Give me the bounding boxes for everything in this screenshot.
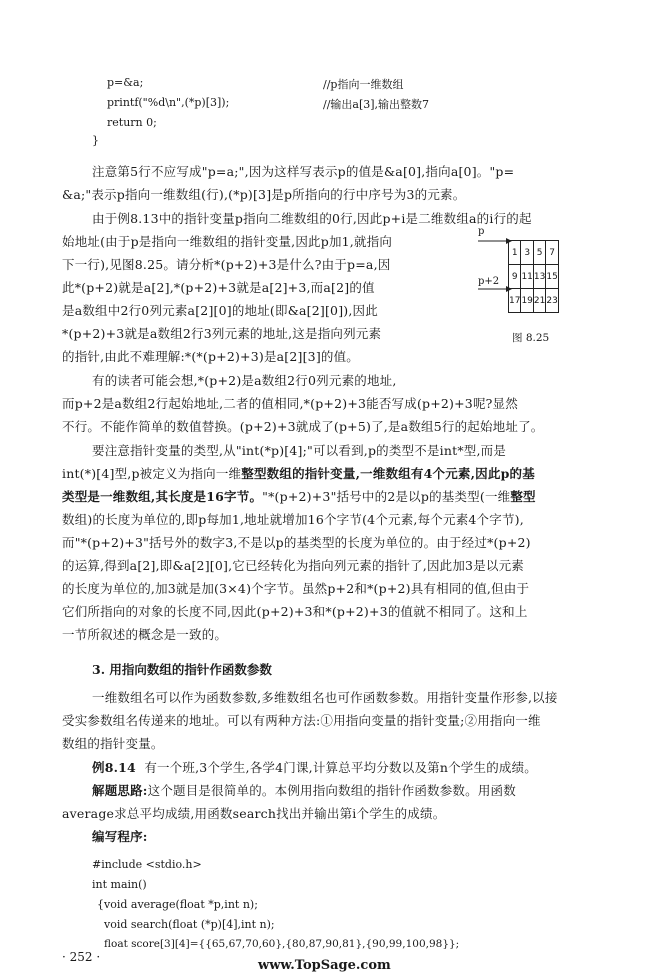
text-line: 的指针,由此不难理解:*(*(p+2)+3)是a[2][3]的值。: [62, 349, 360, 364]
code-line: p=&a;: [107, 76, 144, 89]
text-line: 有的读者可能会想,*(p+2)是a数组2行0列元素的地址,: [92, 373, 397, 388]
code-line: int main(): [92, 878, 147, 891]
text-line: &a;"表示p指向一维数组(行),(*p)[3]是p所指向的行中序号为3的元素。: [62, 187, 466, 202]
text-line: 下一行),见图8.25。请分析*(p+2)+3是什么?由于p=a,因: [62, 257, 391, 272]
text-line: int(*)[4]型,p被定义为指向一维整型数组的指针变量,一维数组有4个元素,因此p的基: [62, 466, 535, 481]
section-heading: 3. 用指向数组的指针作函数参数: [92, 662, 272, 677]
code-line: void search(float (*p)[4],int n);: [104, 918, 275, 931]
code-line: #include <stdio.h>: [92, 858, 202, 871]
grid-cell: 19: [521, 289, 533, 313]
text-line: 类型是一维数组,其长度是16字节。"*(p+2)+3"括号中的2是以p的基类型(一维整型: [62, 489, 536, 504]
grid-cell: 3: [521, 241, 533, 265]
code-line: {void average(float *p,int n);: [97, 898, 258, 911]
figure-arrows: [478, 236, 512, 296]
code-comment: //输出a[3],输出整数7: [323, 98, 430, 111]
text-line: 注意第5行不应写成"p=a;",因为这样写表示p的值是&a[0],指向a[0]。"p=: [92, 164, 515, 179]
grid-cell: 21: [533, 289, 545, 313]
figure-caption: 图 8.25: [512, 332, 550, 344]
grid-cell: 5: [533, 241, 545, 265]
text-line: 由于例8.13中的指针变量p指向二维数组的0行,因此p+i是二维数组a的i行的起: [92, 211, 532, 226]
text-line: 的长度为单位的,加3就是加(3×4)个字节。虽然p+2和*(p+2)具有相同的值,但由于: [62, 581, 530, 596]
text-line: 数组的指针变量。: [62, 736, 164, 751]
grid-cell: 1: [509, 241, 521, 265]
code-line: }: [92, 134, 99, 147]
text-line: 的运算,得到a[2],即&a[2][0],它已经转化为指向列元素的指针了,因此加3是以元素: [62, 558, 524, 573]
grid-cell: 7: [546, 241, 558, 265]
text-line: 始地址(由于p是指向一维数组的指针变量,因此p加1,就指向: [62, 234, 393, 249]
figure-p-label: p: [478, 226, 485, 237]
grid-cell: 9: [509, 265, 521, 289]
text-line: 要注意指针变量的类型,从"int(*p)[4];"可以看到,p的类型不是int*型,而是: [92, 443, 507, 458]
code-line: printf("%d\n",(*p)[3]);: [107, 96, 230, 109]
text-line: 而"*(p+2)+3"括号外的数字3,不是以p的基类型的长度为单位的。由于经过*(p+2): [62, 535, 531, 550]
text-line: 而p+2是a数组2行起始地址,二者的值相同,*(p+2)+3能否写成(p+2)+3呢?显然: [62, 396, 518, 411]
text-line: *(p+2)+3就是a数组2行3列元素的地址,这是指向列元素: [62, 326, 382, 341]
code-line: return 0;: [107, 116, 157, 129]
text-line: 是a数组中2行0列元素a[2][0]的地址(即&a[2][0]),因此: [62, 303, 378, 318]
text-line: 它们所指向的对象的长度不同,因此(p+2)+3和*(p+2)+3的值就不相同了。这和上: [62, 604, 528, 619]
program-label: 编写程序:: [92, 829, 148, 844]
example-line: 例8.14 有一个班,3个学生,各学4门课,计算总平均分数以及第n个学生的成绩。: [92, 760, 537, 775]
grid-cell: 23: [546, 289, 558, 313]
code-comment: //p指向一维数组: [323, 78, 404, 91]
text-line: average求总平均成绩,用函数search找出并输出第i个学生的成绩。: [62, 806, 446, 821]
code-line: float score[3][4]={{65,67,70,60},{80,87,90,81},{90,99,100,98}};: [104, 938, 460, 950]
page-number: · 252 ·: [62, 950, 101, 964]
text-line: 受实参数组名传递来的地址。可以有两种方法:①用指向变量的指针变量;②用指向一维: [62, 713, 541, 728]
idea-line: 解题思路:这个题目是很简单的。本例用指向数组的指针作函数参数。用函数: [92, 783, 516, 798]
text-line: 不行。不能作简单的数值替换。(p+2)+3就成了(p+5)了,是a数组5行的起始地址了。: [62, 419, 544, 434]
text-line: 一维数组名可以作为函数参数,多维数组名也可作函数参数。用指针变量作形参,以接: [92, 690, 558, 705]
text-line: 数组)的长度为单位的,即p每加1,地址就增加16个字节(4个元素,每个元素4个字节),: [62, 512, 524, 527]
grid-cell: 15: [546, 265, 558, 289]
grid-cell: 11: [521, 265, 533, 289]
figure-p2-label: p+2: [478, 276, 500, 287]
grid-cell: 17: [509, 289, 521, 313]
text-line: 此*(p+2)就是a[2],*(p+2)+3就是a[2]+3,而a[2]的值: [62, 280, 375, 295]
grid-cell: 13: [533, 265, 545, 289]
footer-url: www.TopSage.com: [258, 958, 391, 973]
text-line: 一节所叙述的概念是一致的。: [62, 627, 228, 642]
